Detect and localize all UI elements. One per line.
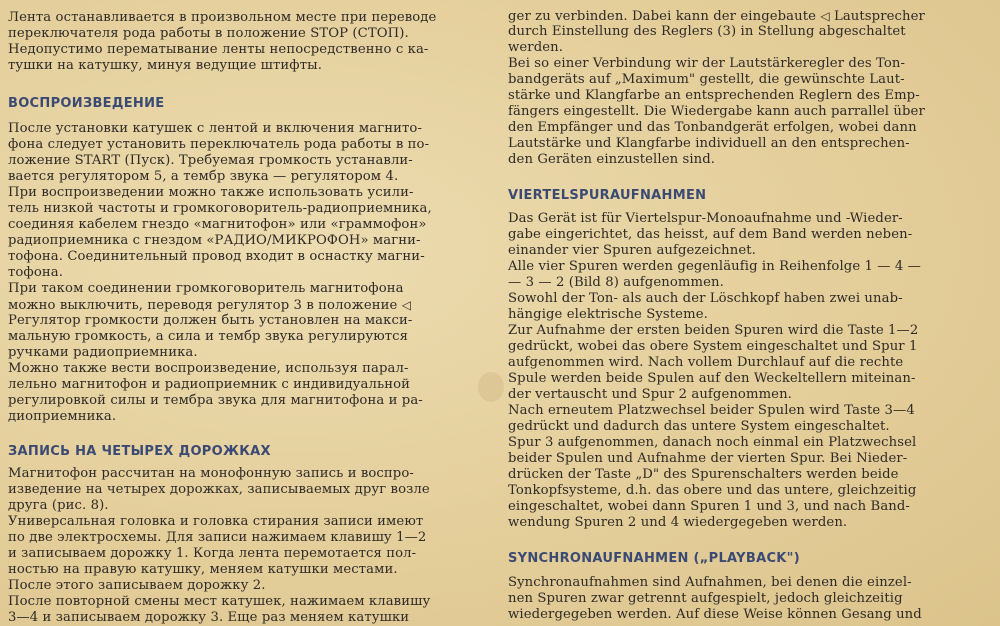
text-line: wiedergegeben werden. Auf diese Weise können Gesang und bbox=[508, 607, 922, 622]
text-line: Sowohl der Ton- als auch der Löschkopf haben zwei unab- bbox=[508, 291, 903, 306]
section-heading-fourtrack: ЗАПИСЬ НА ЧЕТЫРЕХ ДОРОЖКАХ bbox=[8, 444, 271, 459]
text-line: друга (рис. 8). bbox=[8, 498, 109, 513]
text-line: den Empfänger und das Tonbandgerät erfolgen, wobei dann bbox=[508, 120, 917, 135]
text-line: переключателя рода работы в положение STOP (СТОП). bbox=[8, 26, 409, 41]
text-span: ger zu verbinden. Dabei kann der eingebaute bbox=[508, 9, 817, 24]
text-line: Магнитофон рассчитан на монофонную запись и воспро- bbox=[8, 466, 414, 481]
text-line: изведение на четырех дорожках, записываемых друг возле bbox=[8, 482, 430, 497]
text-line: hängige elektrische Systeme. bbox=[508, 307, 708, 322]
text-line: — 3 — 2 (Bild 8) aufgenommen. bbox=[508, 275, 724, 290]
text-line: werden. bbox=[508, 40, 564, 55]
text-line: вается регулятором 5, а тембр звука — регулятором 4. bbox=[8, 169, 399, 184]
text-line: Zur Aufnahme der ersten beiden Spuren wird die Taste 1—2 bbox=[508, 323, 919, 338]
text-line: durch Einstellung des Reglers (3) in Stellung abgeschaltet bbox=[508, 24, 906, 39]
text-line: stärke und Klangfarbe an entsprechenden Reglern des Emp- bbox=[508, 88, 920, 103]
text-line: gabe eingerichtet, das heisst, auf dem Band werden neben- bbox=[508, 227, 913, 242]
text-line: После повторной смены мест катушек, нажимаем клавишу bbox=[8, 594, 431, 609]
text-line: по две электросхемы. Для записи нажимаем клавишу 1—2 bbox=[8, 530, 427, 545]
text-line: При воспроизведении можно также использовать усили- bbox=[8, 185, 414, 200]
section-heading-playback: ВОСПРОИЗВЕДЕНИЕ bbox=[8, 96, 165, 111]
text-line: После установки катушек с лентой и включения магнито- bbox=[8, 121, 423, 136]
text-span: можно выключить, переводя регулятор 3 в положение bbox=[8, 298, 398, 313]
text-line: Spur 3 aufgenommen, danach noch einmal ein Platzwechsel bbox=[508, 435, 917, 450]
text-line: регулировкой силы и тембра звука для магнитофона и ра- bbox=[8, 393, 423, 408]
text-line: Tonkopfsysteme, d.h. das obere und das untere, gleichzeitig bbox=[508, 483, 917, 498]
text-line: Lautstärke und Klangfarbe individuell an den entsprechen- bbox=[508, 136, 910, 151]
text-line: Универсальная головка и головка стирания записи имеют bbox=[8, 514, 424, 529]
paper-stain bbox=[478, 372, 504, 402]
text-line: Das Gerät ist für Viertelspur-Monoaufnahme und -Wieder- bbox=[508, 211, 903, 226]
section-heading-synchron: SYNCHRONAUFNAHMEN („PLAYBACK") bbox=[508, 551, 800, 566]
text-line: ручками радиоприемника. bbox=[8, 345, 198, 360]
speaker-icon: ◁ bbox=[820, 9, 830, 23]
text-line: и записываем дорожку 1. Когда лента перемотается пол- bbox=[8, 546, 417, 561]
text-line: 3—4 и записываем дорожку 3. Еще раз меняем катушки bbox=[8, 610, 410, 625]
text-line: фона следует установить переключатель рода работы в по- bbox=[8, 137, 430, 152]
text-line: При таком соединении громкоговоритель магнитофона bbox=[8, 281, 404, 296]
text-line: einander vier Spuren aufgezeichnet. bbox=[508, 243, 756, 258]
text-line: тофона. bbox=[8, 265, 64, 280]
text-line: ностью на правую катушку, меняем катушки местами. bbox=[8, 562, 398, 577]
text-line: aufgenommen wird. Nach vollem Durchlauf auf die rechte bbox=[508, 355, 904, 370]
text-line-with-icon bbox=[8, 297, 411, 314]
text-span: Lautsprecher bbox=[833, 9, 925, 24]
text-line: nen Spuren zwar getrennt aufgespielt, jedoch gleichzeitig bbox=[508, 591, 903, 606]
text-line: тушки на катушку, минуя ведущие штифты. bbox=[8, 58, 322, 73]
text-line: eingeschaltet, wobei dann Spuren 1 und 3, und nach Band- bbox=[508, 499, 910, 514]
text-line: den Geräten einzustellen sind. bbox=[508, 152, 716, 167]
section-heading-quarter-track: VIERTELSPURAUFNAHMEN bbox=[508, 188, 707, 203]
text-line: fängers eingestellt. Die Wiedergabe kann auch parrallel über bbox=[508, 104, 925, 119]
text-line: bandgeräts auf „Maximum" gestellt, die gewünschte Laut- bbox=[508, 72, 905, 87]
text-line: диоприемника. bbox=[8, 409, 117, 424]
text-line: Лента останавливается в произвольном месте при переводе bbox=[8, 10, 437, 25]
text-line: тель низкой частоты и громкоговоритель-радиоприемника, bbox=[8, 201, 432, 216]
text-line: Bei so einer Verbindung wir der Lautstärkeregler des Ton- bbox=[508, 56, 906, 71]
text-line: ложение START (Пуск). Требуемая громкость устанавли- bbox=[8, 153, 413, 168]
text-line: тофона. Соединительный провод входит в оснастку магни- bbox=[8, 249, 425, 264]
text-line: gedrückt und dadurch das untere System eingeschaltet. bbox=[508, 419, 890, 434]
text-line: beider Spulen und Aufnahme der vierten Spur. Bei Nieder- bbox=[508, 451, 908, 466]
text-line: радиоприемника с гнездом «РАДИО/МИКРОФОН» магни- bbox=[8, 233, 421, 248]
text-line: Spule werden beide Spulen auf den Weckeltellern miteinan- bbox=[508, 371, 916, 386]
text-line: мальную громкость, а сила и тембр звука регулируются bbox=[8, 329, 409, 344]
text-line: Alle vier Spuren werden gegenläufig in Reihenfolge 1 — 4 — bbox=[508, 259, 921, 274]
text-line: лельно магнитофон и радиоприемник с индивидуальной bbox=[8, 377, 411, 392]
text-line: соединяя кабелем гнездо «магнитофон» или «граммофон» bbox=[8, 217, 427, 232]
text-line: Nach erneutem Platzwechsel beider Spulen wird Taste 3—4 bbox=[508, 403, 915, 418]
text-line: Можно также вести воспроизведение, используя парал- bbox=[8, 361, 409, 376]
speaker-icon: ◁ bbox=[401, 298, 412, 312]
text-line: drücken der Taste „D" des Spurenschalters werden beide bbox=[508, 467, 899, 482]
text-line: Synchronaufnahmen sind Aufnahmen, bei denen die einzel- bbox=[508, 575, 912, 590]
text-line: Регулятор громкости должен быть установлен на макси- bbox=[8, 313, 413, 328]
text-line: gedrückt, wobei das obere System eingeschaltet und Spur 1 bbox=[508, 339, 918, 354]
text-line: После этого записываем дорожку 2. bbox=[8, 578, 266, 593]
text-line-with-icon bbox=[508, 8, 925, 25]
text-line: Недопустимо перематывание ленты непосредственно с ка- bbox=[8, 42, 429, 57]
text-line: der vertauscht und Spur 2 aufgenommen. bbox=[508, 387, 792, 402]
text-line: wendung Spuren 2 und 4 wiedergegeben werden. bbox=[508, 515, 848, 530]
